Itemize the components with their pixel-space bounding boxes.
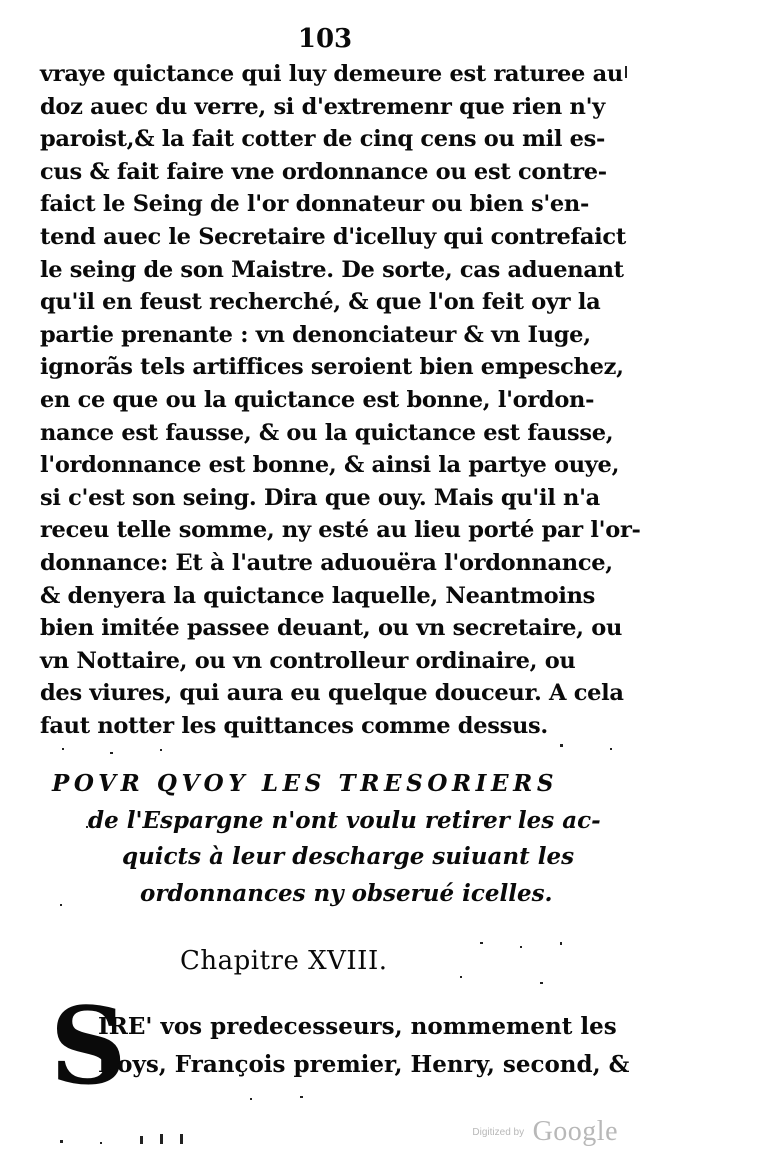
text-line: nance est fausse, & ou la quictance est fausse, xyxy=(40,419,614,446)
page-number: 103 xyxy=(297,24,353,54)
body-paragraph xyxy=(40,58,640,742)
heading-line: quicts à leur descharge suiuant les xyxy=(122,843,575,870)
text-line: le seing de son Maistre. De sorte, cas aduenant xyxy=(40,256,624,283)
drop-cap: S xyxy=(50,983,127,1108)
text-line: faut notter les quittances comme dessus. xyxy=(40,712,548,739)
heading-line: POVR QVOY LES TRESORIERS xyxy=(52,770,559,797)
text-line: receu telle somme, ny esté au lieu porté par l'or- xyxy=(40,517,641,544)
text-line: bien imitée passee deuant, ou vn secretaire, ou xyxy=(40,615,622,642)
heading-line: ordonnances ny obserué icelles. xyxy=(140,879,553,907)
text-line: vn Nottaire, ou vn controlleur ordinaire, ou xyxy=(40,647,576,674)
text-line: cus & fait faire vne ordonnance ou est contre- xyxy=(40,158,607,185)
text-line: doz auec du verre, si d'extremenr que rien n'y xyxy=(40,93,605,120)
text-line: qu'il en feust recherché, & que l'on feit oyr la xyxy=(40,289,601,316)
section-heading xyxy=(40,766,640,912)
text-line: en ce que ou la quictance est bonne, l'ordon- xyxy=(40,386,595,413)
digitized-watermark xyxy=(472,1116,618,1148)
text-line: donnance: Et à l'autre aduouëra l'ordonnance, xyxy=(40,549,613,576)
text-line: ignorãs tels artiffices seroient bien empeschez, xyxy=(40,354,624,381)
watermark-prefix: Digitized by xyxy=(472,1126,525,1138)
text-line: des viures, qui aura eu quelque douceur. A cela xyxy=(40,680,624,707)
text-line: faict le Seing de l'or donnateur ou bien s'en- xyxy=(40,191,590,218)
text-line: & denyera la quictance laquelle, Neantmoins xyxy=(40,582,595,609)
text-line: l'ordonnance est bonne, & ainsi la partye ouye, xyxy=(40,452,620,479)
text-line: paroist,& la fait cotter de cinq cens ou mil es- xyxy=(40,126,606,153)
text-line: vraye quictance qui luy demeure est raturee au xyxy=(40,61,623,87)
google-logo: Google xyxy=(532,1116,618,1147)
text-line: si c'est son seing. Dira que ouy. Mais qu'il n'a xyxy=(40,484,600,511)
text-line: partie prenante : vn denonciateur & vn Iuge, xyxy=(40,321,591,348)
text-line: IRE' vos predecesseurs, nommement les xyxy=(98,1013,617,1040)
text-line: Roys, François premier, Henry, second, & xyxy=(98,1051,630,1078)
text-line: tend auec le Secretaire d'icelluy qui contrefaict xyxy=(40,223,626,250)
heading-line: de l'Espargne n'ont voulu retirer les ac- xyxy=(88,806,601,834)
chapter-label: Chapitre XVIII. xyxy=(180,946,388,976)
opening-paragraph xyxy=(98,1008,638,1084)
